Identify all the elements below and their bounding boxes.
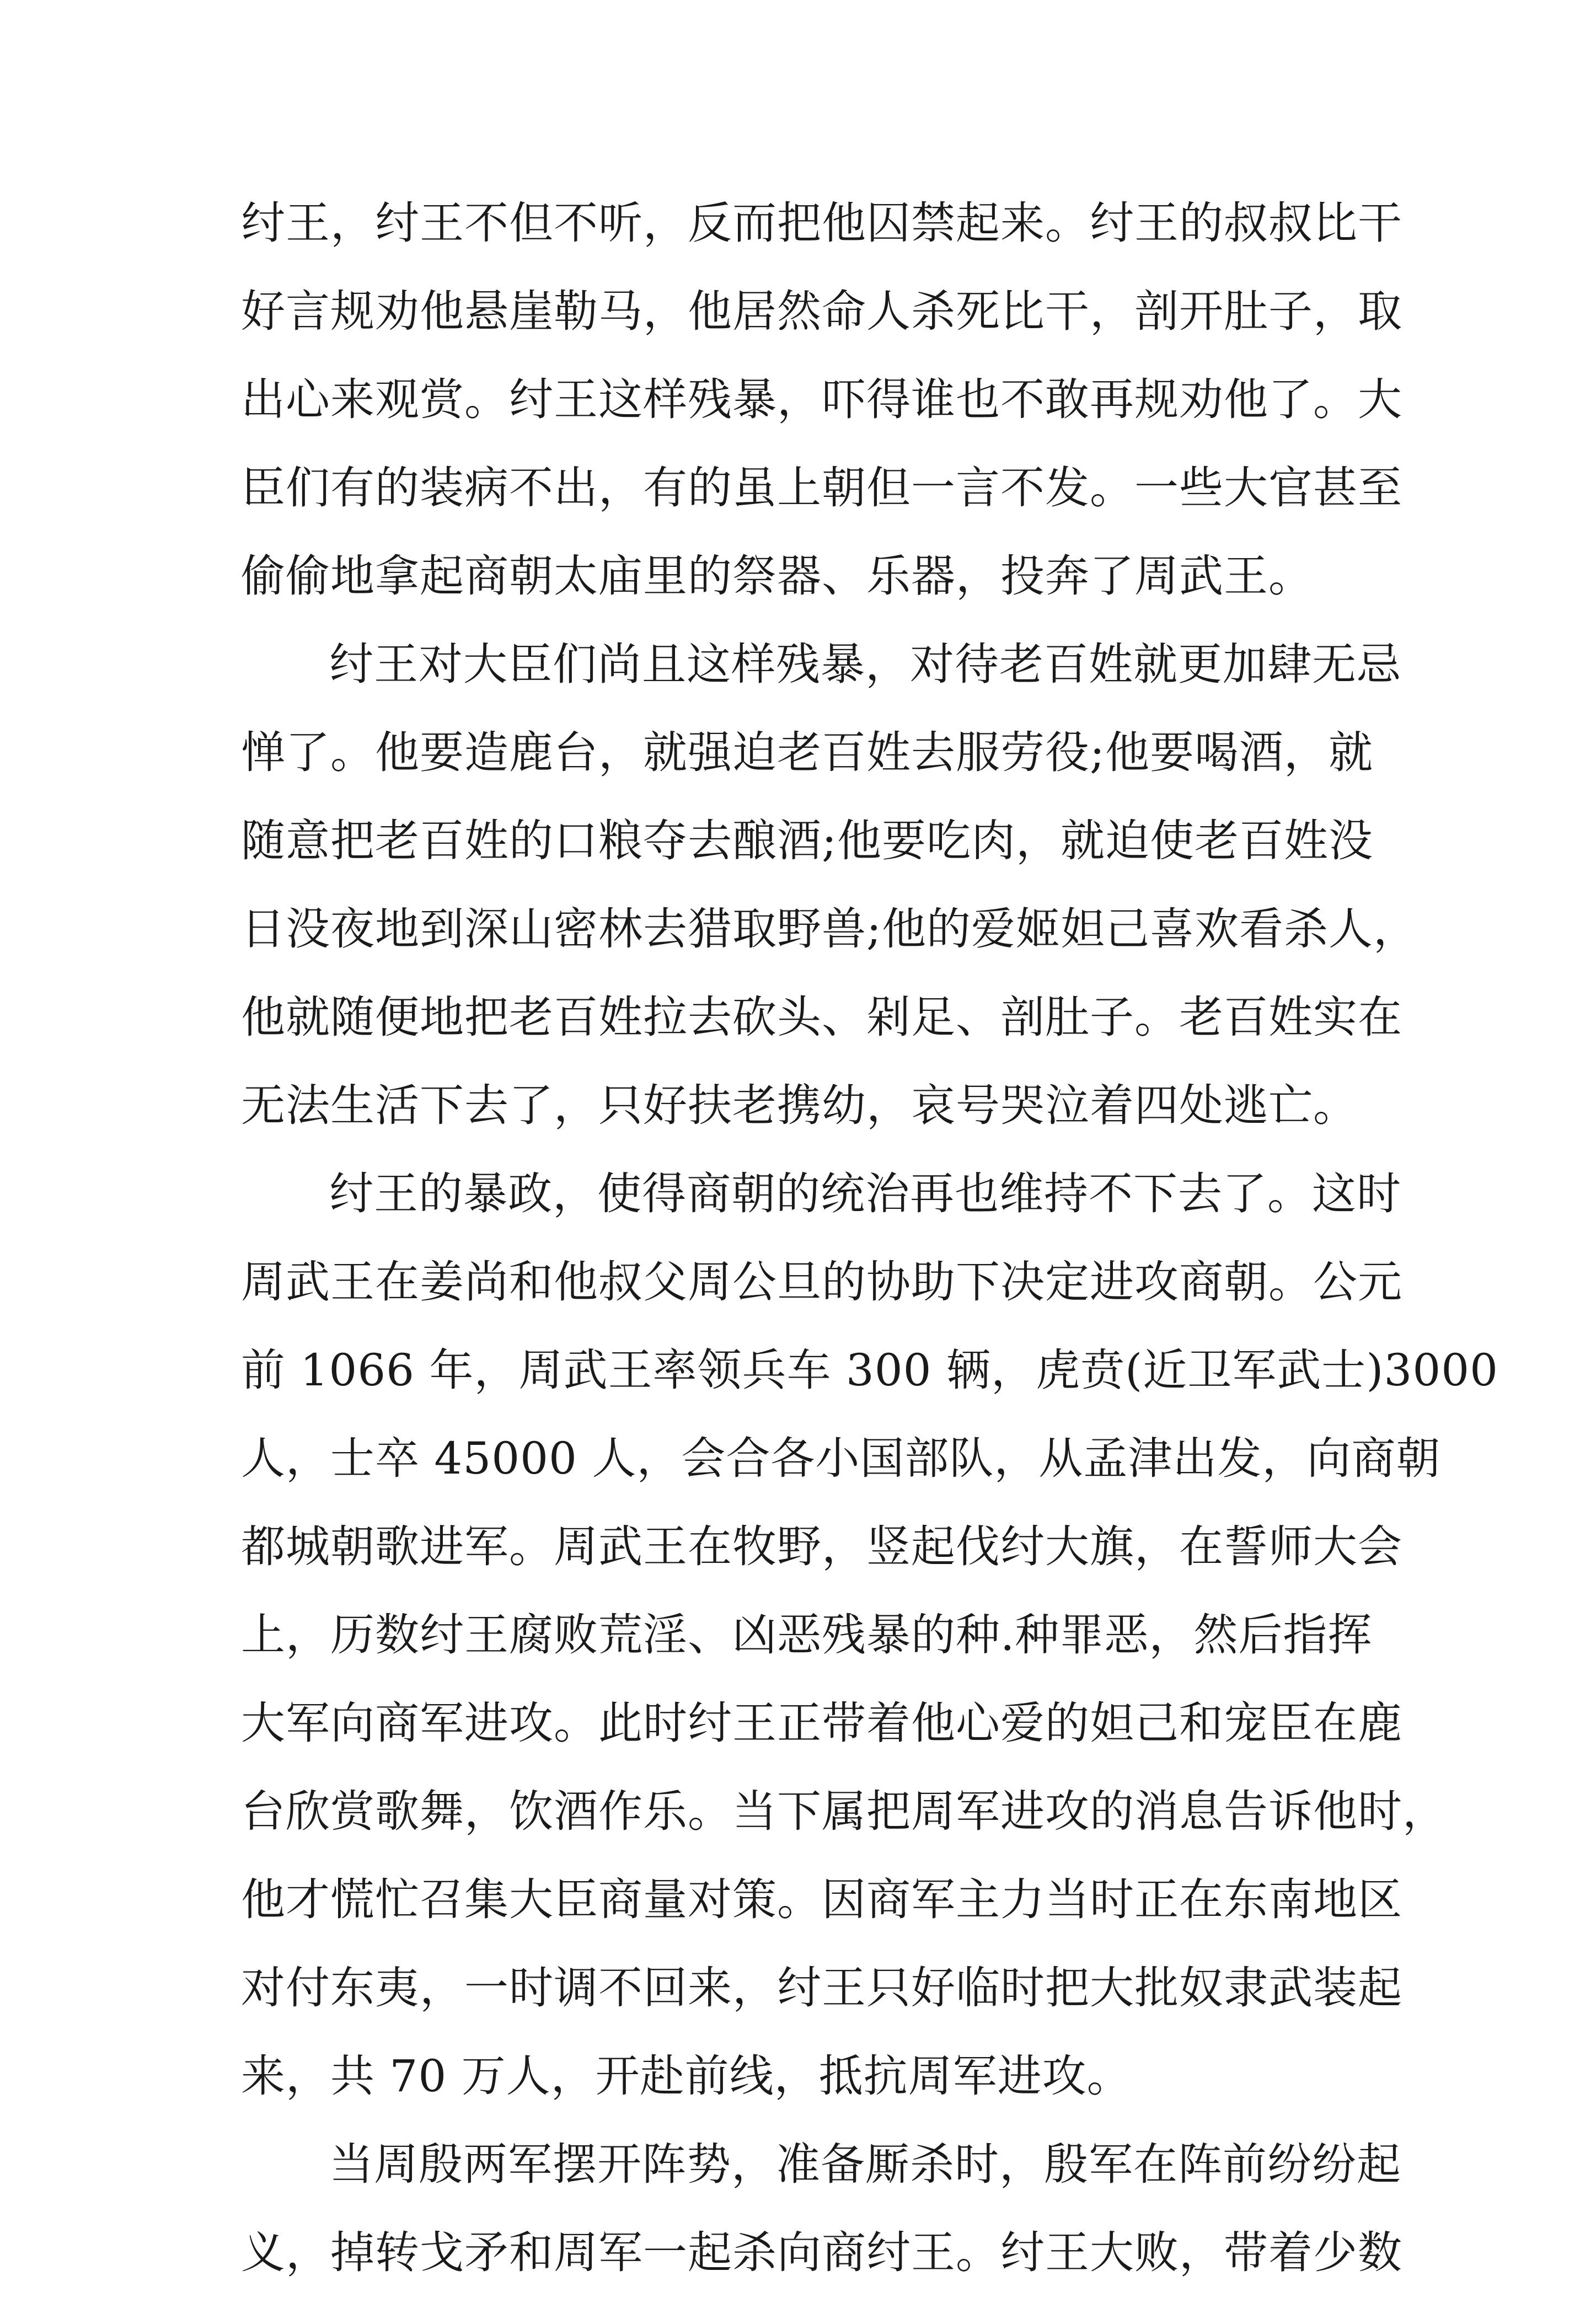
- document-body: [241, 197, 1499, 2319]
- paragraph-first-line: 纣王对大臣们尚且这样残暴，对待老百姓就更加肆无忌: [329, 639, 1401, 690]
- text-line: 义，掉转戈矛和周军一起杀向商纣王。纣王大败，带着少数: [241, 2227, 1402, 2278]
- text-line: 臣们有的装病不出，有的虽上朝但一言不发。一些大官甚至: [241, 462, 1402, 513]
- text-line: 偷偷地拿起商朝太庙里的祭器、乐器，投奔了周武王。: [241, 550, 1313, 602]
- text-line: 惮了。他要造鹿台，就强迫老百姓去服劳役;他要喝酒，就: [241, 727, 1373, 778]
- paragraph-first-line: 当周殷两军摆开阵势，准备厮杀时，殷军在阵前纷纷起: [329, 2139, 1401, 2190]
- text-line: 出心来观赏。纣王这样残暴，吓得谁也不敢再规劝他了。大: [241, 374, 1402, 425]
- text-line: 上，历数纣王腐败荒淫、凶恶残暴的种.种罪恶，然后指挥: [241, 1609, 1373, 1661]
- text-line: 日没夜地到深山密林去猎取野兽;他的爱姬妲己喜欢看杀人，: [241, 903, 1418, 955]
- text-line: 好言规劝他悬崖勒马，他居然命人杀死比干，剖开肚子，取: [241, 286, 1402, 337]
- text-line: 随意把老百姓的口粮夺去酿酒;他要吃肉，就迫使老百姓没: [241, 815, 1373, 866]
- text-line: 前 1066 年，周武王率领兵车 300 辆，虎贲(近卫军武士)3000: [241, 1345, 1499, 1396]
- text-line: 他才慌忙召集大臣商量对策。因商军主力当时正在东南地区: [241, 1874, 1402, 1925]
- text-line: 人，士卒 45000 人，会合各小国部队，从孟津出发，向商朝: [241, 1433, 1441, 1484]
- text-line: 纣王，纣王不但不听，反而把他囚禁起来。纣王的叔叔比干: [241, 197, 1402, 249]
- text-line: 无法生活下去了，只好扶老携幼，哀号哭泣着四处逃亡。: [241, 1080, 1358, 1131]
- text-line: 对付东夷，一时调不回来，纣王只好临时把大批奴隶武装起: [241, 1962, 1402, 2013]
- text-line: 台欣赏歌舞，饮酒作乐。当下属把周军进攻的消息告诉他时，: [241, 1786, 1447, 1837]
- text-line: 他就随便地把老百姓拉去砍头、剁足、剖肚子。老百姓实在: [241, 992, 1402, 1043]
- text-line: 大军向商军进攻。此时纣王正带着他心爱的妲己和宠臣在鹿: [241, 1697, 1402, 1749]
- paragraph-first-line: 纣王的暴政，使得商朝的统治再也维持不下去了。这时: [329, 1168, 1401, 1219]
- text-line: 周武王在姜尚和他叔父周公旦的协助下决定进攻商朝。公元: [241, 1256, 1402, 1308]
- text-line: 都城朝歌进军。周武王在牧野，竖起伐纣大旗，在誓师大会: [241, 1521, 1402, 1572]
- text-line: 来，共 70 万人，开赴前线，抵抗周军进攻。: [241, 2050, 1132, 2102]
